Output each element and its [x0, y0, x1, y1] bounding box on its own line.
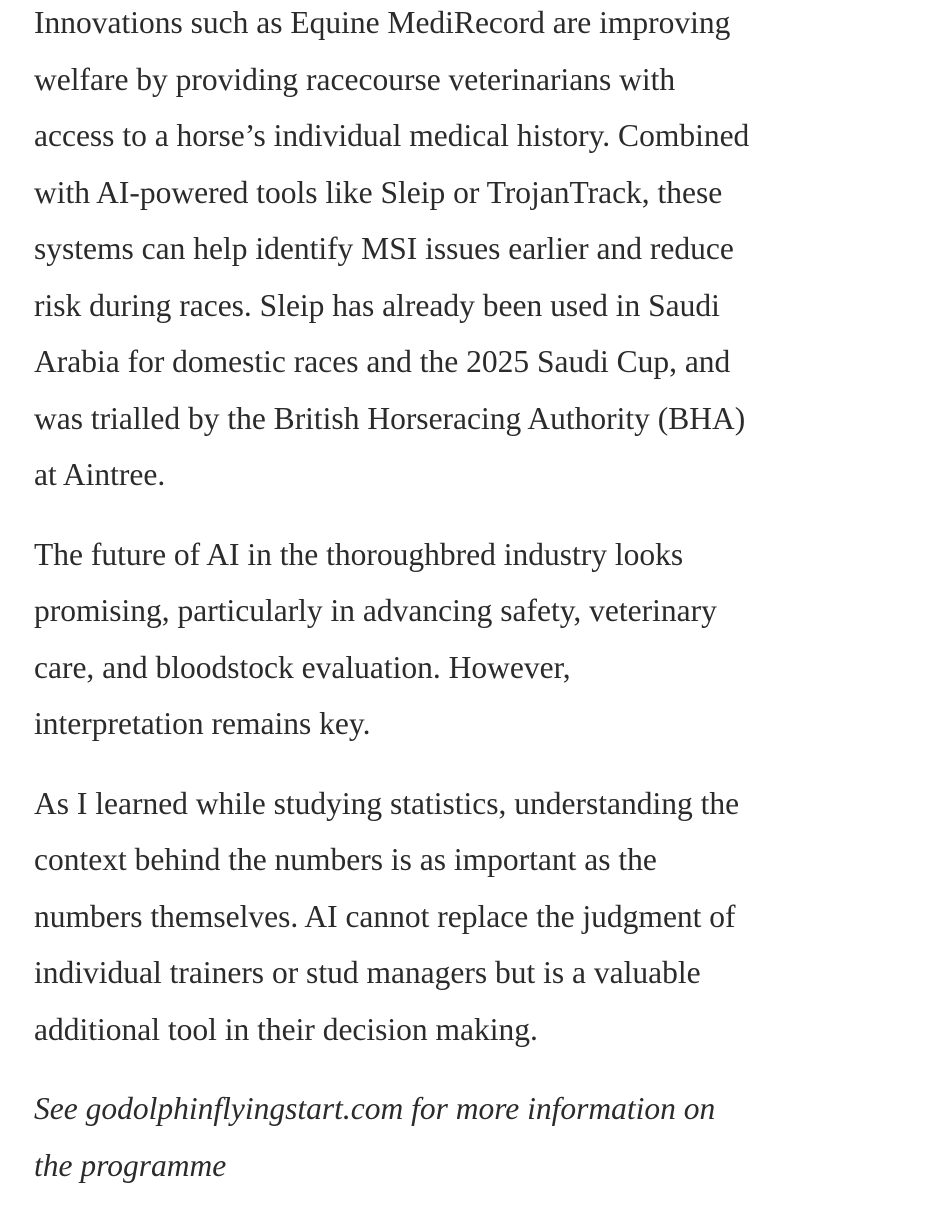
- paragraph-future-of-ai: [34, 527, 914, 753]
- text-line: numbers themselves. AI cannot replace the judgment of: [34, 898, 736, 934]
- footnote-line: See godolphinflyingstart.com for more information on: [34, 1091, 716, 1126]
- text-line: additional tool in their decision making.: [34, 1011, 538, 1047]
- text-line: Arabia for domestic races and the 2025 Saudi Cup, and: [34, 344, 731, 379]
- text-line: promising, particularly in advancing safety, veterinary: [34, 593, 717, 628]
- text-line: welfare by providing racecourse veterinarians with: [34, 61, 676, 97]
- footnote-more-info: [34, 1081, 914, 1194]
- text-line: individual trainers or stud managers but is a valuable: [34, 955, 701, 990]
- footnote-line: the programme: [34, 1147, 227, 1183]
- paragraph-innovations: [34, 0, 914, 504]
- article-body: [34, 0, 914, 1217]
- text-line: context behind the numbers is as important as the: [34, 842, 657, 877]
- text-line: As I learned while studying statistics, understanding the: [34, 785, 740, 821]
- text-line: Innovations such as Equine MediRecord are improving: [34, 5, 731, 40]
- text-line: risk during races. Sleip has already been used in Saudi: [34, 287, 720, 323]
- text-line: with AI-powered tools like Sleip or TrojanTrack, these: [34, 174, 723, 210]
- text-line: at Aintree.: [34, 457, 166, 492]
- text-line: access to a horse’s individual medical history. Combined: [34, 118, 750, 153]
- paragraph-statistics: [34, 776, 914, 1059]
- text-line: systems can help identify MSI issues earlier and reduce: [34, 231, 734, 266]
- text-line: The future of AI in the thoroughbred industry looks: [34, 536, 684, 572]
- text-line: was trialled by the British Horseracing Authority (BHA): [34, 400, 746, 436]
- text-line: interpretation remains key.: [34, 706, 371, 741]
- text-line: care, and bloodstock evaluation. However,: [34, 649, 571, 685]
